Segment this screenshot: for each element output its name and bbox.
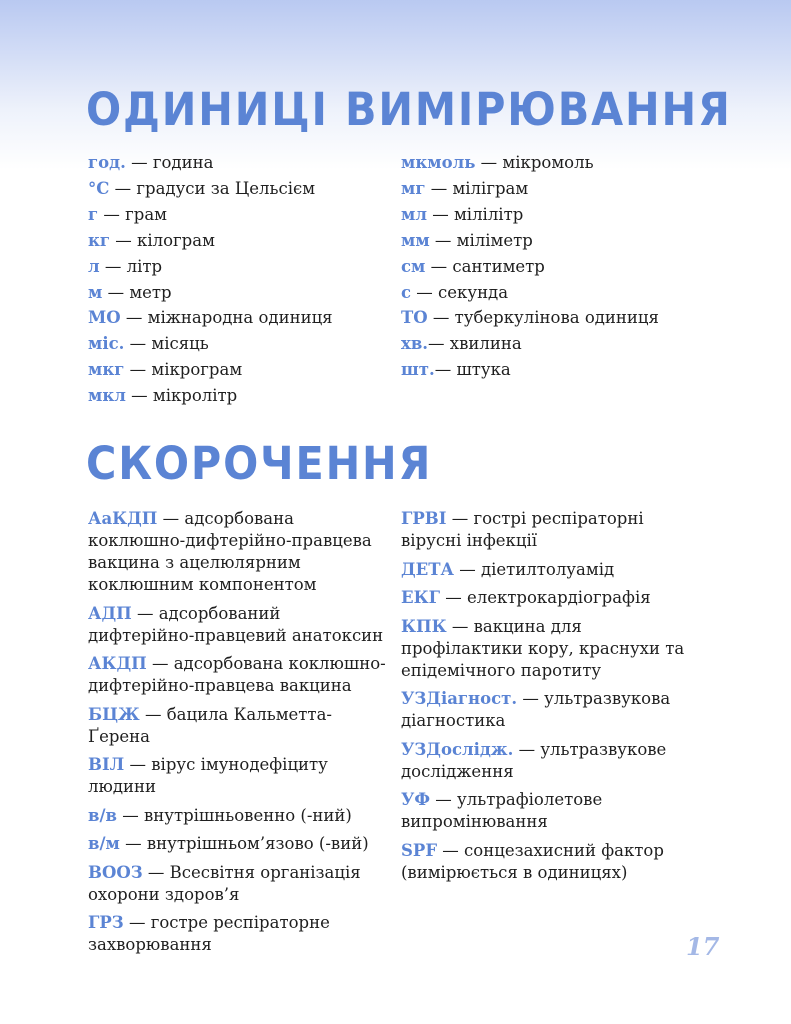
abbreviation-entry xyxy=(88,704,388,748)
abbreviation-term: АКДП xyxy=(88,654,147,673)
abbreviation-entry xyxy=(401,840,701,884)
abbreviation-definition: — гострі респіраторні вірусні інфекції xyxy=(401,509,644,550)
unit-term: мм xyxy=(401,230,430,250)
unit-definition: — міліграм xyxy=(425,178,529,198)
abbreviation-entry xyxy=(88,833,388,855)
abbreviation-entry xyxy=(88,603,388,647)
abbreviation-term: АаКДП xyxy=(88,509,158,528)
unit-entry xyxy=(88,254,388,280)
abbreviation-definition: — адсорбований дифтерійно-правцевий анатоксин xyxy=(88,603,384,645)
abbreviation-entry xyxy=(88,805,388,827)
unit-definition: — штука xyxy=(434,360,511,380)
unit-entry xyxy=(88,176,388,202)
unit-entry xyxy=(401,254,771,280)
abbreviation-term: в/м xyxy=(88,834,120,853)
abbreviation-definition: — внутрішньовенно (-ний) xyxy=(116,805,352,825)
unit-term: м xyxy=(88,282,103,302)
abbreviation-term: ДЕТА xyxy=(401,559,454,579)
unit-entry xyxy=(401,280,771,306)
unit-term: мл xyxy=(401,204,427,224)
unit-entry xyxy=(88,228,388,254)
abbreviation-term: ВООЗ xyxy=(88,862,143,882)
abbreviation-entry xyxy=(88,653,388,697)
unit-entry xyxy=(88,150,388,176)
unit-definition: — секунда xyxy=(411,282,509,302)
unit-entry xyxy=(401,176,771,202)
abbreviation-definition: — ультразвукове дослідження xyxy=(401,739,667,781)
unit-entry xyxy=(88,280,388,306)
unit-definition: — мілілітр xyxy=(426,204,524,224)
unit-definition: — міжнародна одиниця xyxy=(120,308,333,328)
abbreviations-list-left xyxy=(88,508,388,963)
abbreviation-term: УЗДіагност. xyxy=(401,689,518,708)
abbreviation-term: УФ xyxy=(401,790,431,809)
unit-term: мкг xyxy=(88,360,125,380)
abbreviation-entry xyxy=(401,559,701,581)
abbreviation-term: ЕКГ xyxy=(401,588,440,607)
abbreviations-section-heading: СКОРОЧЕННЯ xyxy=(86,437,433,490)
unit-definition: — хвилина xyxy=(428,334,522,354)
unit-term: міс. xyxy=(88,334,125,354)
unit-term: хв. xyxy=(401,334,429,354)
unit-term: год. xyxy=(88,153,126,172)
unit-entry xyxy=(401,331,771,357)
abbreviation-definition: — ультразвукова діагностика xyxy=(401,689,671,730)
unit-term: см xyxy=(401,256,426,276)
unit-definition: — туберкулінова одиниця xyxy=(427,308,659,328)
unit-entry xyxy=(88,357,388,383)
abbreviation-entry xyxy=(401,739,701,783)
abbreviation-entry xyxy=(401,508,701,552)
abbreviation-definition: — діетилтолуамід xyxy=(453,559,615,579)
unit-term: с xyxy=(401,282,412,302)
abbreviation-entry xyxy=(88,754,388,798)
abbreviation-definition: — внутрішньом’язово (-вий) xyxy=(119,834,369,853)
unit-term: мкл xyxy=(88,386,126,406)
units-section-heading: ОДИНИЦІ ВИМІРЮВАННЯ xyxy=(86,83,732,136)
abbreviation-definition: — вірус імунодефіциту людини xyxy=(88,755,328,796)
abbreviation-definition: — адсорбована коклюшно-дифтерійно-правцева вакцина з ацелюлярним коклюшним компонентом xyxy=(88,509,372,594)
abbreviation-definition: — гостре респіраторне захворювання xyxy=(88,913,330,954)
abbreviation-term: УЗДослідж. xyxy=(401,739,514,759)
unit-term: ТО xyxy=(401,308,428,328)
units-list-left xyxy=(88,150,388,409)
unit-term: кг xyxy=(88,230,111,250)
abbreviation-definition: — бацила Кальметта-Ґерена xyxy=(88,704,332,746)
units-list-right xyxy=(401,150,771,383)
abbreviation-term: ВІЛ xyxy=(88,755,125,774)
abbreviations-list-right xyxy=(401,508,701,890)
unit-entry xyxy=(401,357,771,383)
unit-definition: — міліметр xyxy=(429,230,533,250)
unit-entry xyxy=(88,331,388,357)
unit-entry xyxy=(88,202,388,228)
unit-term: мг xyxy=(401,178,426,198)
abbreviation-entry xyxy=(401,587,701,609)
abbreviation-term: ГРВІ xyxy=(401,509,447,528)
unit-entry xyxy=(88,305,388,331)
unit-definition: — година xyxy=(125,153,214,172)
unit-definition: — літр xyxy=(99,256,163,276)
unit-definition: — кілограм xyxy=(110,230,215,250)
unit-entry xyxy=(401,202,771,228)
unit-entry xyxy=(401,305,771,331)
abbreviation-definition: — Всесвітня організація охорони здоров’я xyxy=(88,862,361,904)
unit-term: г xyxy=(88,204,99,224)
unit-entry xyxy=(88,383,388,409)
abbreviation-entry xyxy=(401,616,701,682)
abbreviation-term: ГРЗ xyxy=(88,913,124,932)
abbreviation-definition: — ультрафіолетове випромінювання xyxy=(401,790,603,831)
abbreviation-definition: — адсорбована коклюшно-дифтерійно-правцева вакцина xyxy=(88,654,386,695)
unit-definition: — грам xyxy=(98,204,167,224)
abbreviation-term: КПК xyxy=(401,616,447,636)
page-number: 17 xyxy=(686,932,720,961)
unit-entry xyxy=(401,150,771,176)
unit-definition: — мікролітр xyxy=(125,386,238,406)
unit-definition: — мікромоль xyxy=(475,153,594,172)
abbreviation-entry xyxy=(88,862,388,906)
abbreviation-entry xyxy=(88,912,388,956)
abbreviation-definition: — сонцезахисний фактор (вимірюється в одиницях) xyxy=(401,840,664,882)
unit-term: °С xyxy=(88,178,110,198)
abbreviation-entry xyxy=(401,688,701,732)
abbreviation-definition: — вакцина для профілактики кору, краснухи та епідемічного паротиту xyxy=(401,616,685,680)
abbreviation-definition: — електрокардіографія xyxy=(439,588,651,607)
unit-term: л xyxy=(88,256,100,276)
abbreviation-term: АДП xyxy=(88,603,132,623)
unit-entry xyxy=(401,228,771,254)
abbreviation-term: БЦЖ xyxy=(88,704,140,724)
abbreviation-term: в/в xyxy=(88,805,117,825)
unit-definition: — місяць xyxy=(124,334,209,354)
unit-term: шт. xyxy=(401,360,435,380)
unit-term: мкмоль xyxy=(401,153,476,172)
unit-definition: — мікрограм xyxy=(124,360,243,380)
unit-definition: — метр xyxy=(102,282,172,302)
abbreviation-entry xyxy=(88,508,388,596)
abbreviation-entry xyxy=(401,789,701,833)
abbreviation-term: SPF xyxy=(401,840,438,860)
unit-term: МО xyxy=(88,308,121,328)
unit-definition: — градуси за Цельсієм xyxy=(109,178,316,198)
unit-definition: — сантиметр xyxy=(425,256,545,276)
